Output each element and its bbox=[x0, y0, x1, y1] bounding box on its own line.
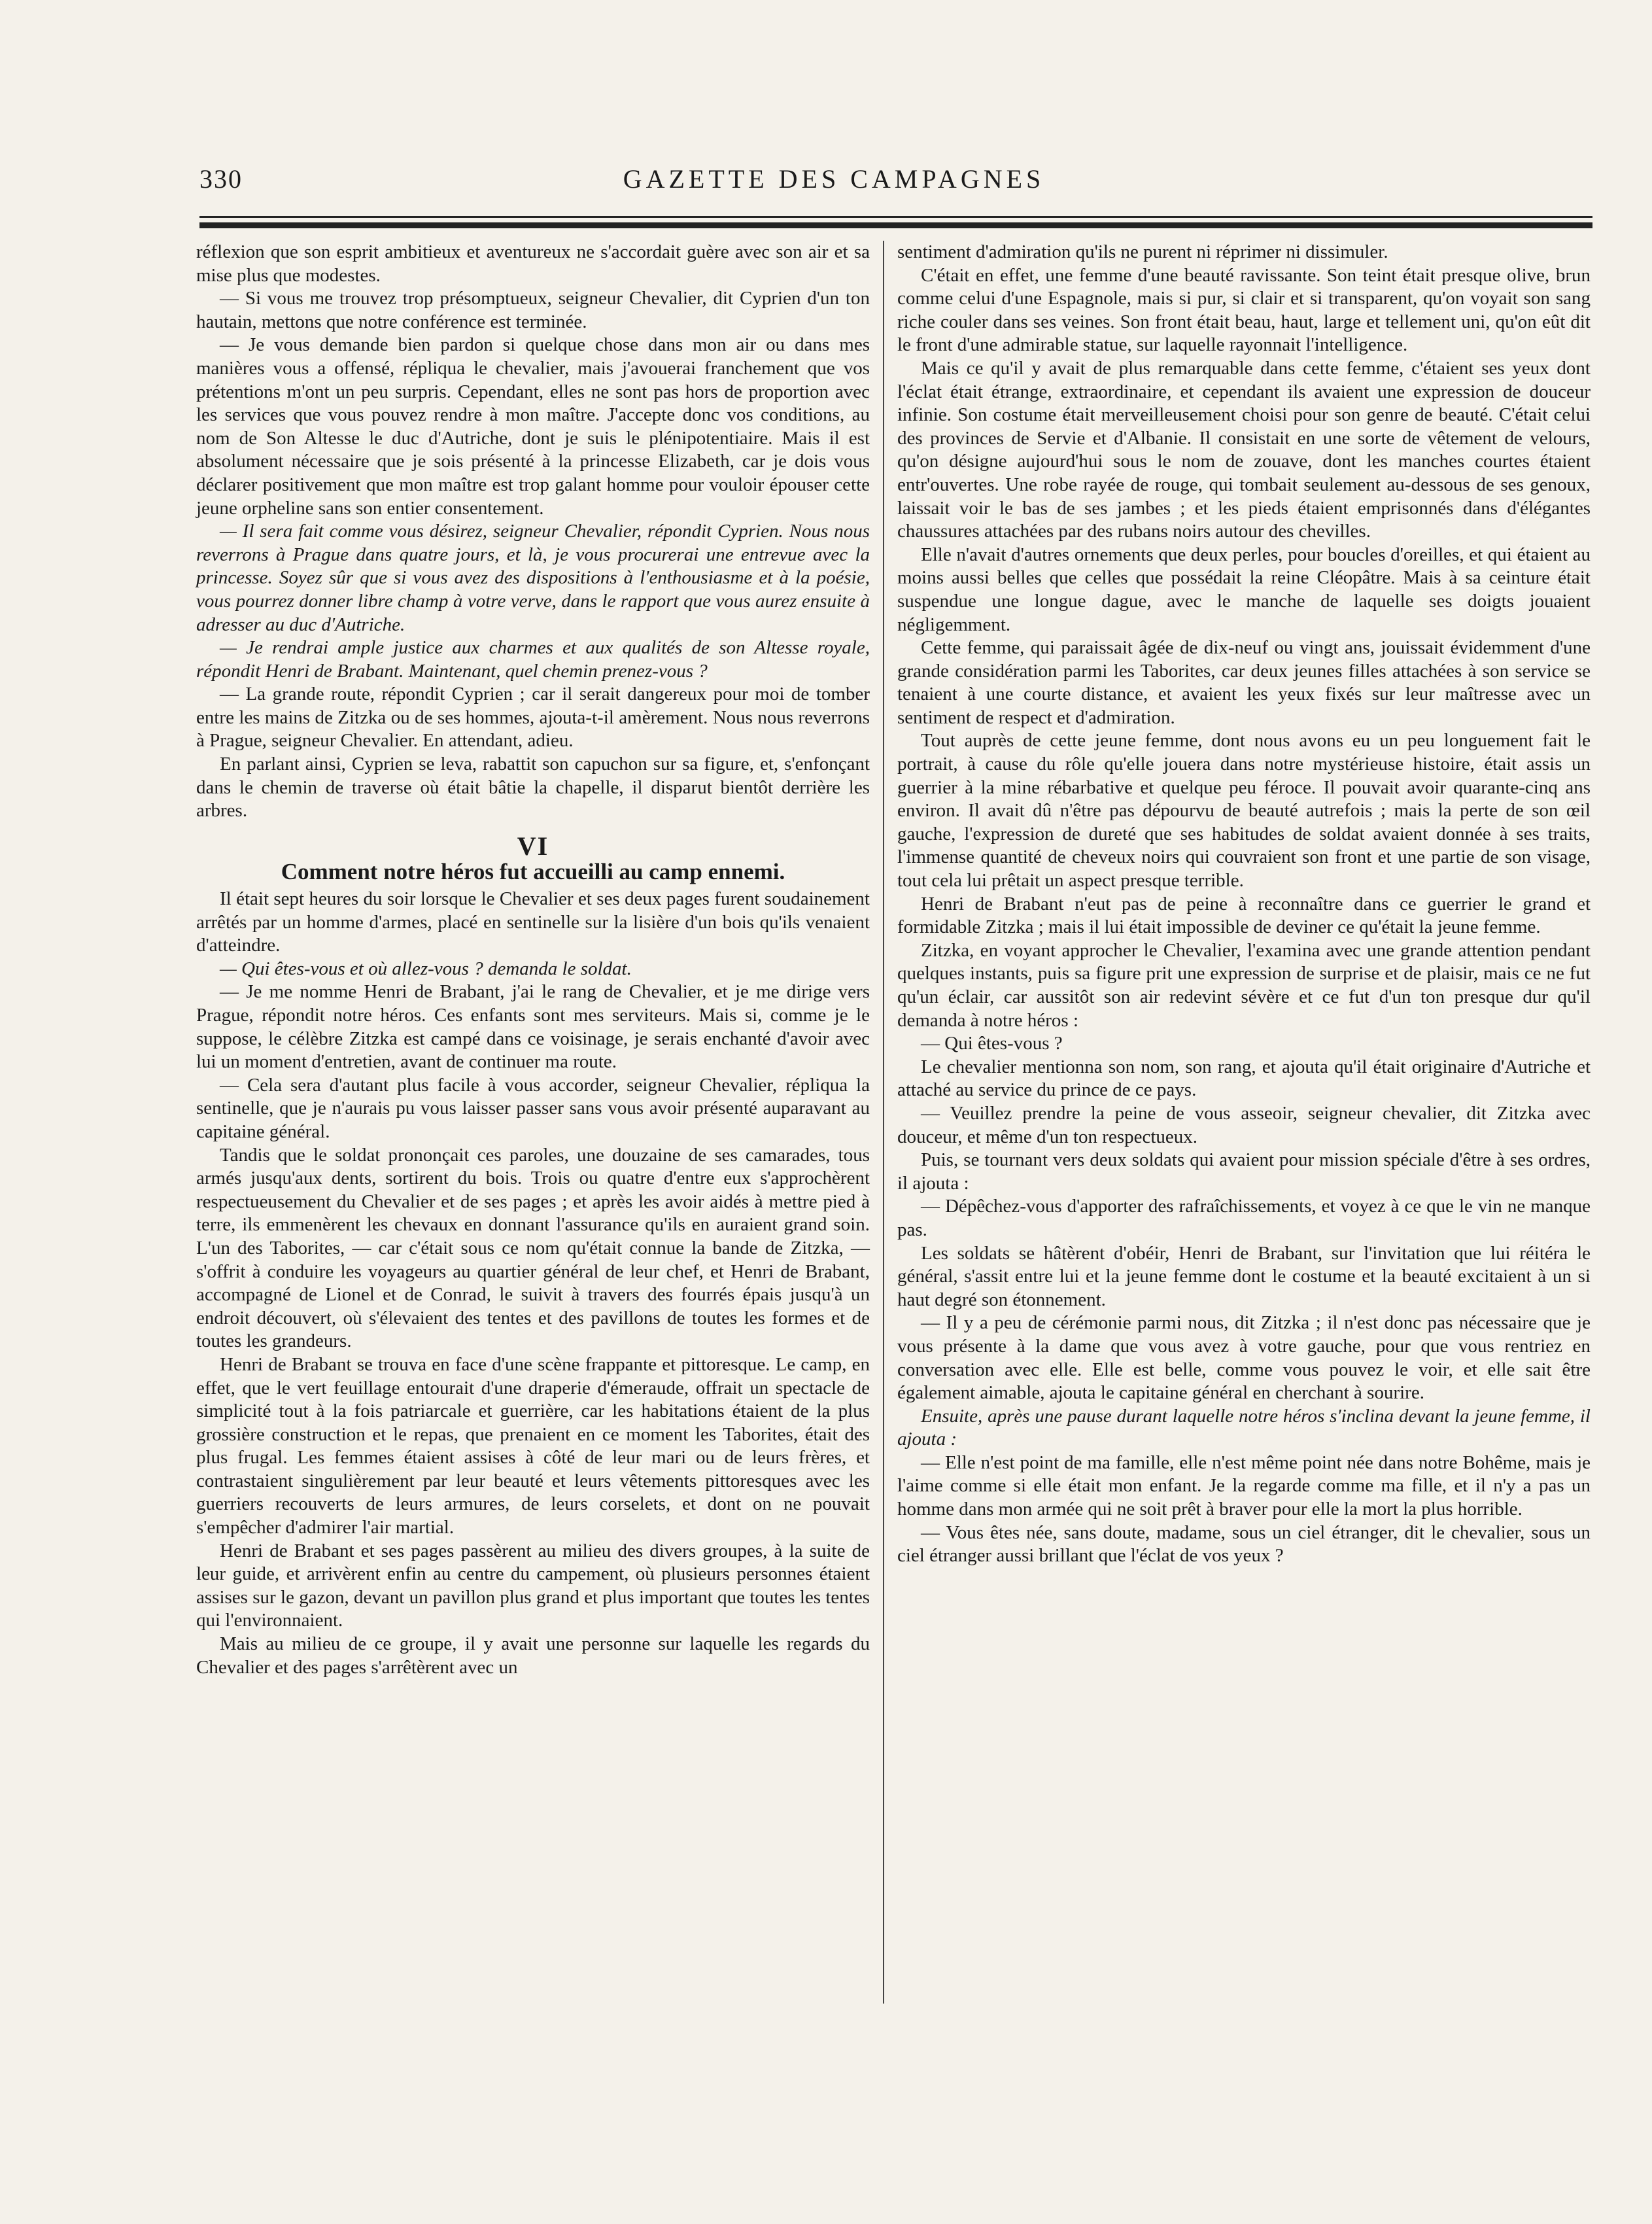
paragraph: Cette femme, qui paraissait âgée de dix-neuf ou vingt ans, jouissait évidemment d'une grande considération parmi les Taborites, car deux jeunes filles attachées à son service se tenaient à une courte distance, et avaient les yeux fixés sur leur maîtresse avec un sentiment de respect et d'admiration. bbox=[897, 637, 1591, 728]
paragraph: — Vous êtes née, sans doute, madame, sous un ciel étranger, dit le chevalier, sous un ciel étranger aussi brillant que l'éclat de vos yeux ? bbox=[897, 1521, 1591, 1567]
right-column bbox=[897, 241, 1591, 1568]
paragraph: Ensuite, après une pause durant laquelle notre héros s'inclina devant la jeune femme, il ajouta : bbox=[897, 1405, 1591, 1450]
paragraph: — Veuillez prendre la peine de vous asseoir, seigneur chevalier, dit Zitzka avec douceur, et même d'un ton respectueux. bbox=[897, 1102, 1591, 1147]
paragraph: Le chevalier mentionna son nom, son rang, et ajouta qu'il était originaire d'Autriche et attaché au service du prince de ce pays. bbox=[897, 1056, 1591, 1101]
left-column bbox=[196, 241, 870, 1679]
paragraph: — Qui êtes-vous ? bbox=[921, 1033, 1063, 1054]
chapter-title: Comment notre héros fut accueilli au camp ennemi. bbox=[281, 859, 785, 885]
paragraph: En parlant ainsi, Cyprien se leva, rabattit son capuchon sur sa figure, et, s'enfonçant dans le chemin de traverse où était bâtie la chapelle, il disparut bientôt derrière les arbres. bbox=[196, 754, 870, 822]
page-number: 330 bbox=[199, 164, 243, 194]
column-divider bbox=[883, 241, 884, 2004]
paragraph: Henri de Brabant se trouva en face d'une scène frappante et pittoresque. Le camp, en effet, que le vert feuillage entourait d'une draperie d'émeraude, offrait un spectacle de simplicité tout à la fois patriarcale et guerrière, car les habitations étaient de la plus grossière construction et le repas, que prenaient en ce moment les Taborites, était des plus frugal. Les femmes étaient assises à côté de leur mari ou de leurs frères, et contrastaient singulièrement par leur beauté et leurs vêtements pittoresques avec les guerriers recouverts de leurs armures, de leurs corselets, et dont on ne pouvait s'empêcher d'admirer l'air martial. bbox=[196, 1353, 870, 1538]
paragraph: — Je rendrai ample justice aux charmes et aux qualités de son Altesse royale, répondit Henri de Brabant. Maintenant, quel chemin prenez-vous ? bbox=[196, 637, 870, 682]
header-rule-thin bbox=[199, 216, 1592, 218]
paragraph: Puis, se tournant vers deux soldats qui avaient pour mission spéciale d'être à ses ordres, il ajouta : bbox=[897, 1149, 1591, 1194]
header-rule-thick bbox=[199, 222, 1592, 228]
paragraph: — La grande route, répondit Cyprien ; car il serait dangereux pour moi de tomber entre les mains de Zitzka ou de ses hommes, ajouta-t-il amèrement. Nous nous reverrons à Prague, seigneur Chevalier. En attendant, adieu. bbox=[196, 684, 870, 752]
paragraph: — Je me nomme Henri de Brabant, j'ai le rang de Chevalier, et je me dirige vers Prague, répondit notre héros. Ces enfants sont mes serviteurs. Mais si, comme je le suppose, le célèbre Zitzka est campé dans ce voisinage, je serais enchanté d'avoir avec lui un moment d'entretien, avant de continuer ma route. bbox=[196, 981, 870, 1073]
paragraph: sentiment d'admiration qu'ils ne purent ni réprimer ni dissimuler. bbox=[897, 241, 1388, 262]
paragraph: Il était sept heures du soir lorsque le Chevalier et ses deux pages furent soudainement arrêtés par un homme d'armes, placé en sentinelle sur la lisière d'un bois qu'ils venaient d'atteindre. bbox=[196, 888, 870, 956]
paragraph: Henri de Brabant n'eut pas de peine à reconnaître dans ce guerrier le grand et formidable Zitzka ; mais il lui était impossible de deviner ce qu'était la jeune femme. bbox=[897, 893, 1591, 938]
paragraph: — Il y a peu de cérémonie parmi nous, dit Zitzka ; il n'est donc pas nécessaire que je vous présente à la dame que vous avez à votre gauche, pour que vous rentriez en conversation avec elle. Elle est belle, comme vous pouvez le voir, et elle sait être également aimable, ajouta le capitaine général en cherchant à sourire. bbox=[897, 1312, 1591, 1404]
paragraph: — Il sera fait comme vous désirez, seigneur Chevalier, répondit Cyprien. Nous nous reverrons à Prague dans quatre jours, et là, je vous procurerai une entrevue avec la princesse. Soyez sûr que si vous avez des dispositions à l'enthousiasme et à la poésie, vous pourrez donner libre champ à votre verve, dans le rapport que vous aurez ensuite à adresser au duc d'Autriche. bbox=[196, 521, 870, 635]
paragraph: — Cela sera d'autant plus facile à vous accorder, seigneur Chevalier, répliqua la sentinelle, que je n'aurais pu vous laisser passer sans vous avoir présenté auparavant au capitaine général. bbox=[196, 1074, 870, 1142]
paragraph: réflexion que son esprit ambitieux et aventureux ne s'accordait guère avec son air et sa mise plus que modestes. bbox=[196, 241, 870, 286]
paragraph: Henri de Brabant et ses pages passèrent au milieu des divers groupes, à la suite de leur guide, et arrivèrent enfin au centre du campement, où plusieurs personnes étaient assises sur le gazon, devant un pavillon plus grand et plus important que toutes les tentes qui l'environnaient. bbox=[196, 1540, 870, 1631]
paragraph: Mais ce qu'il y avait de plus remarquable dans cette femme, c'étaient ses yeux dont l'éclat était étrange, extraordinaire, et cependant ils avaient une expression de douceur infinie. Son costume était merveilleusement choisi pour son genre de beauté. C'était celui des provinces de Servie et d'Albanie. Il consistait en une sorte de vêtement de velours, qu'on désigne aujourd'hui sous le nom de zouave, dont les manches courtes étaient entr'ouvertes. Une robe rayée de rouge, qui tombait seulement au-dessous de ses genoux, laissait voir le bas de ses jambes ; et les pieds étaient emprisonnés dans d'élégantes chaussures attachées par des rubans noirs autour des chevilles. bbox=[897, 357, 1591, 542]
paragraph: — Qui êtes-vous et où allez-vous ? demanda le soldat. bbox=[220, 958, 632, 979]
paragraph: — Dépêchez-vous d'apporter des rafraîchissements, et voyez à ce que le vin ne manque pas. bbox=[897, 1196, 1591, 1240]
journal-title: GAZETTE DES CAMPAGNES bbox=[623, 164, 1045, 194]
paragraph: Elle n'avait d'autres ornements que deux perles, pour boucles d'oreilles, et qui étaient au moins aussi belles que celles que possédait la reine Cléopâtre. Mais à sa ceinture était suspendue une longue dague, avec le manche de laquelle ses doigts jouaient négligemment. bbox=[897, 544, 1591, 635]
paragraph: Tandis que le soldat prononçait ces paroles, une douzaine de ses camarades, tous armés jusqu'aux dents, sortirent du bois. Trois ou quatre d'entre eux s'approchèrent respectueusement du Chevalier et de ses pages ; et après les avoir aidés à mettre pied à terre, ils emmenèrent les chevaux en donnant l'assurance qu'ils en auraient grand soin. L'un des Taborites, — car c'était sous ce nom qu'était connue la bande de Zitzka, — s'offrit à conduire les voyageurs au quartier général de leur chef, et Henri de Brabant, accompagné de Lionel et de Conrad, le suivit à travers des fourrés épais jusqu'à un endroit découvert, où s'élevaient des tentes et des pavillons de toutes les formes et de toutes les grandeurs. bbox=[196, 1144, 870, 1352]
page-header bbox=[199, 164, 1592, 203]
paragraph: Les soldats se hâtèrent d'obéir, Henri de Brabant, sur l'invitation que lui réitéra le général, s'assit entre lui et la jeune femme dont le costume et la beauté excitaient à un si haut degré son étonnement. bbox=[897, 1242, 1591, 1310]
chapter-number: VI bbox=[517, 831, 549, 861]
paragraph: C'était en effet, une femme d'une beauté ravissante. Son teint était presque olive, brun comme celui d'une Espagnole, mais si pur, si clair et si transparent, qu'on voyait son sang riche couler dans ses veines. Son front était beau, haut, large et tellement uni, qu'on eût dit le front d'une admirable statue, sur laquelle rayonnait l'intelligence. bbox=[897, 264, 1591, 356]
paragraph: Tout auprès de cette jeune femme, dont nous avons eu un peu longuement fait le portrait, à cause du rôle qu'elle jouera dans notre mystérieuse histoire, était assis un guerrier à la mine rébarbative et quelque peu féroce. Il pouvait avoir quarante-cinq ans environ. Il avait dû n'être pas dépourvu de beauté autrefois ; mais la perte de son œil gauche, l'expression de dureté que ses habitudes de soldat avaient donnée à ses traits, l'immense quantité de cheveux noirs qui couvraient son front et une partie de son visage, tout cela lui prêtait un aspect presque terrible. bbox=[897, 730, 1591, 892]
paragraph: Mais au milieu de ce groupe, il y avait une personne sur laquelle les regards du Chevalier et des pages s'arrêtèrent avec un bbox=[196, 1633, 870, 1678]
paragraph: — Je vous demande bien pardon si quelque chose dans mon air ou dans mes manières vous a offensé, répliqua le chevalier, mais j'avouerai franchement que vos prétentions m'ont un peu surpris. Cependant, elles ne sont pas hors de proportion avec les services que vous pouvez rendre à mon maître. J'accepte donc vos conditions, au nom de Son Altesse le duc d'Autriche, dont je suis le plénipotentiaire. Mais il est absolument nécessaire que je sois présenté à la princesse Elizabeth, car je dois vous déclarer positivement que mon maître est trop galant homme pour vouloir épouser cette jeune orpheline sans son entier consentement. bbox=[196, 334, 870, 519]
paragraph: Zitzka, en voyant approcher le Chevalier, l'examina avec une grande attention pendant quelques instants, puis sa figure prit une expression de surprise et de plaisir, mais ce ne fut qu'un éclair, car aussitôt son air redevint sévère et ce fut d'un ton presque dur qu'il demanda à notre héros : bbox=[897, 939, 1591, 1031]
paragraph: — Si vous me trouvez trop présomptueux, seigneur Chevalier, dit Cyprien d'un ton hautain, mettons que notre conférence est terminée. bbox=[196, 288, 870, 332]
paragraph: — Elle n'est point de ma famille, elle n'est même point née dans notre Bohême, mais je l'aime comme si elle était mon enfant. Je la regarde comme ma fille, et il n'y a pas un homme dans mon armée qui ne soit prêt à braver pour elle la mort la plus horrible. bbox=[897, 1451, 1591, 1520]
